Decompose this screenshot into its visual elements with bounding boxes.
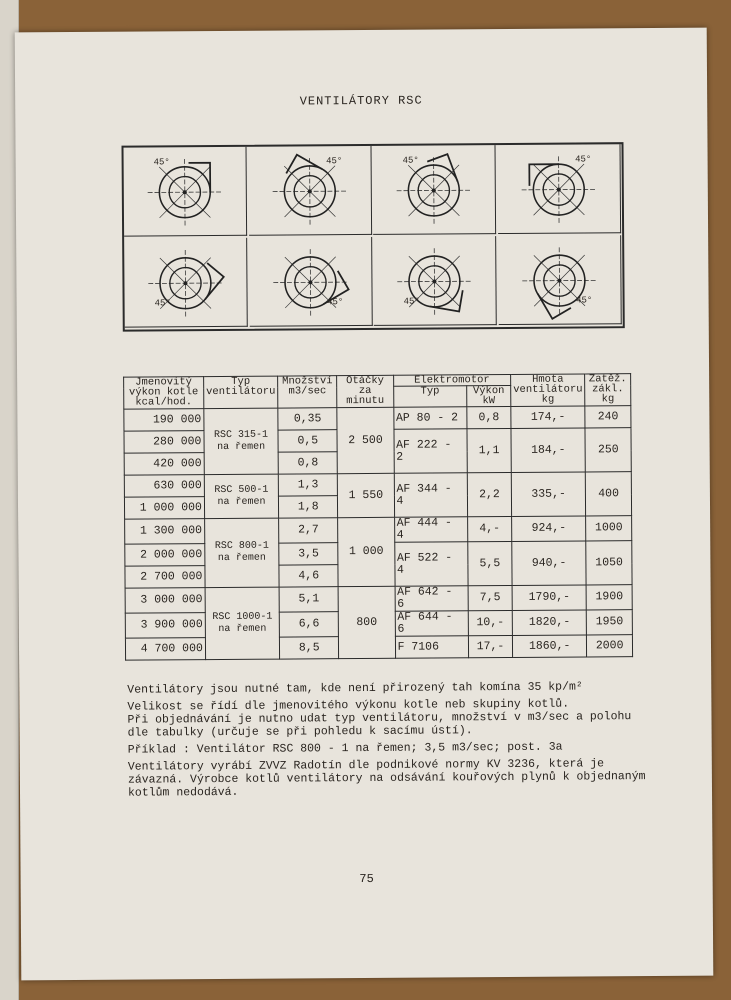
header-motor-typ: Typ (393, 386, 467, 408)
table-cell: 1 000 (338, 517, 395, 586)
table-cell: 3 900 000 (125, 613, 205, 639)
table-cell: 240 (585, 406, 631, 428)
fan-diagram-1 (124, 147, 248, 237)
table-row (125, 585, 632, 614)
table-cell: RSC 500-1 na řemen (204, 474, 279, 519)
header-elektromotor: Elektromotor (393, 374, 511, 386)
table-cell: RSC 800-1 na řemen (204, 518, 279, 588)
table-cell: 6,6 (279, 612, 338, 637)
table-cell: 0,8 (278, 452, 337, 474)
table-cell: 2 000 000 (125, 544, 205, 567)
table-cell: 2 700 000 (125, 566, 205, 589)
table-cell: 800 (338, 586, 395, 658)
table-row (125, 516, 632, 545)
notes-section (127, 680, 648, 804)
header-hmota: Hmota ventilátoru kg (511, 374, 586, 407)
table-cell: 17,- (468, 635, 512, 657)
angle-label: 45° (153, 157, 170, 168)
angle-label: 45° (326, 156, 343, 167)
table-cell: 2000 (587, 635, 633, 657)
fan-diagram-7 (373, 236, 497, 326)
table-cell: 2 500 (337, 407, 394, 473)
fan-diagram-8 (498, 235, 622, 325)
angle-label: 45° (154, 298, 171, 309)
header-typ: Typ ventilátoru (203, 376, 278, 409)
table-cell: 1820,- (512, 610, 586, 636)
table-cell: 1860,- (512, 635, 586, 658)
table-cell: AP 80 - 2 (393, 407, 467, 430)
note-example: Příklad : Ventilátor RSC 800 - 1 na řemen; 3,5 m3/sec; post. 3a (127, 740, 563, 757)
table-cell: 630 000 (124, 475, 204, 498)
table-cell: 3,5 (279, 543, 338, 565)
page-title: VENTILÁTORY RSC (299, 93, 423, 109)
note-line: Při objednávání je nutno udat typ ventilátoru, množství v m3/sec a polohu dle tabulky (určuje se při pohledu k sacímu ústí). (127, 710, 632, 740)
table-cell: 7,5 (468, 585, 512, 610)
table-cell: 0,35 (278, 408, 337, 430)
angle-label: 45° (575, 154, 592, 165)
table-cell: 190 000 (124, 409, 204, 432)
table-cell: 174,- (511, 406, 585, 429)
header-zatez: Zatěž. zákl. kg (585, 374, 631, 406)
fan-diagram-3 (373, 145, 497, 235)
table-cell: 0,8 (467, 406, 511, 428)
table-cell: AF 642 - 6 (395, 586, 469, 612)
table-row (124, 472, 631, 498)
table-body (124, 406, 633, 661)
angle-label: 45° (576, 295, 593, 306)
header-mnozstvi: Množství m3/sec (278, 376, 337, 408)
table-cell: 1950 (587, 610, 633, 635)
table-cell: 5,5 (468, 541, 512, 585)
table-cell: RSC 315-1 na řemen (204, 408, 279, 475)
header-vykon: Jmenovitý výkon kotle kcal/hod. (124, 377, 204, 410)
table-cell: 10,- (468, 610, 512, 635)
fan-diagram-4 (497, 144, 621, 234)
table-cell: 1790,- (512, 585, 586, 611)
table-cell: 1,3 (278, 474, 337, 496)
note-line: Velikost se řídí dle jmenovitého výkonu kotle neb skupiny kotlů. (127, 697, 570, 714)
table-cell: 940,- (512, 541, 587, 586)
table-cell: 2,7 (279, 518, 338, 543)
note-producer: Ventilátory vyrábí ZVVZ Radotín dle podnikové normy KV 3236, která je závazná. Výrobce kotlů ventilátory na odsávání kouřových plynů k objednaným kotlům nedodává. (127, 757, 646, 800)
table-cell: 924,- (512, 516, 586, 542)
fan-data-table (123, 373, 633, 661)
table-cell: AF 522 - 4 (394, 542, 468, 587)
table-cell: 1 550 (338, 473, 395, 517)
angle-label: 45° (327, 297, 344, 308)
header-motor-vykon: Výkon kW (467, 385, 511, 406)
table-cell: 1050 (586, 541, 632, 585)
table-cell: 8,5 (280, 637, 339, 659)
table-cell: RSC 1000-1 na řemen (205, 587, 280, 660)
table-cell: 0,5 (278, 430, 337, 452)
table-cell: AF 444 - 4 (394, 517, 468, 543)
table-cell: 400 (586, 472, 632, 516)
note-line: Ventilátory jsou nutné tam, kde není přirozený tah komína 35 kp/m² (127, 680, 583, 697)
table-cell: 184,- (511, 428, 586, 473)
header-otacky: Otáčky za minutu (337, 375, 393, 407)
table-cell: 3 000 000 (125, 588, 205, 614)
fan-position-diagram-grid (121, 142, 624, 332)
table-cell: AF 222 - 2 (394, 429, 468, 474)
table-cell: 1 300 000 (125, 519, 205, 545)
fan-diagram-5 (124, 238, 248, 328)
table-cell: 1 000 000 (124, 497, 204, 520)
table-cell: 1,1 (467, 428, 511, 472)
table-cell: 4 700 000 (125, 638, 205, 661)
angle-label: 45° (403, 296, 420, 307)
table-cell: 2,2 (467, 472, 511, 516)
fan-diagram-6 (249, 237, 373, 327)
angle-label: 45° (402, 155, 419, 166)
document-page (15, 28, 714, 981)
fan-diagram-2 (248, 146, 372, 236)
table-cell: 5,1 (279, 587, 338, 612)
table-cell: F 7106 (395, 636, 469, 659)
table-cell: 280 000 (124, 431, 204, 454)
table-cell: 1000 (586, 516, 632, 541)
table-cell: 1,8 (279, 496, 338, 518)
table-cell: 335,- (511, 472, 586, 517)
table-cell: AF 344 - 4 (394, 473, 468, 518)
table-cell: 250 (585, 428, 631, 472)
table-cell: 4,- (468, 516, 512, 541)
table-cell: 420 000 (124, 453, 204, 476)
page-number: 75 (359, 871, 374, 887)
table-cell: 4,6 (279, 565, 338, 587)
table-cell: 1900 (586, 585, 632, 610)
table-cell: AF 644 - 6 (395, 611, 469, 637)
